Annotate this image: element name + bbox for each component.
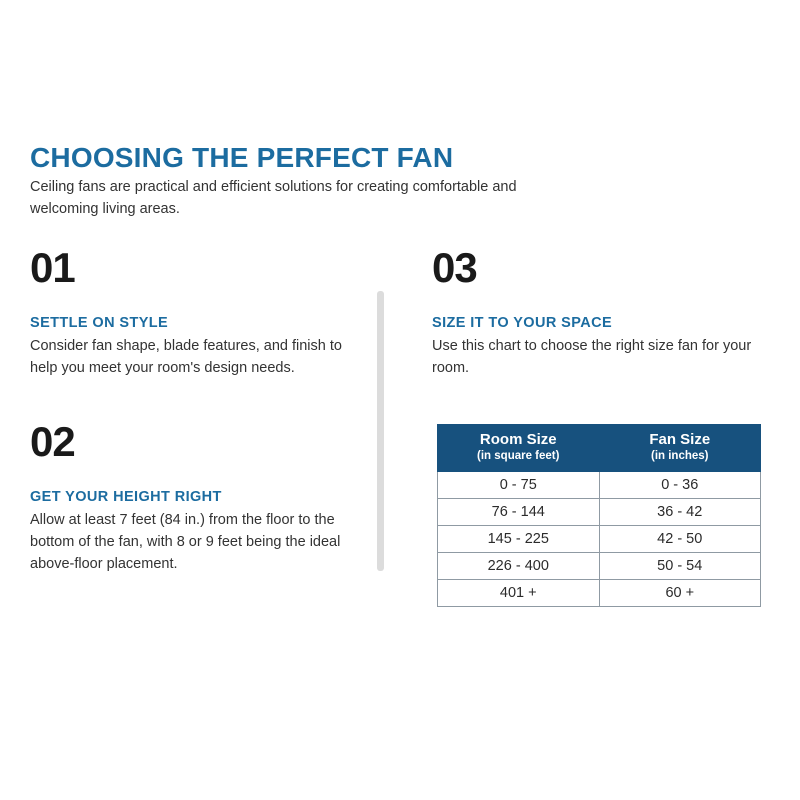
step-body-01: Consider fan shape, blade features, and finish to help you meet your room's design needs. [30,338,342,376]
cell-room-size: 226 - 400 [438,553,600,580]
column-header-room-size [438,425,600,472]
step-number-01: 01 [30,244,75,291]
table-row [438,580,761,607]
table-row [438,472,761,499]
step-body-02: Allow at least 7 feet (84 in.) from the floor to the bottom of the fan, with 8 or 9 feet being the ideal above-floor placement. [30,512,341,572]
step-heading-02: GET YOUR HEIGHT RIGHT [30,489,222,505]
column-header-fan-size-main: Fan Size [649,431,711,448]
table-row [438,553,761,580]
table-header [438,425,761,472]
page-title: CHOOSING THE PERFECT FAN [30,141,454,173]
column-header-fan-size [599,425,761,472]
table-header-row [438,425,761,472]
column-header-fan-size-sub: (in inches) [650,450,709,462]
cell-fan-size: 0 - 36 [599,472,761,499]
step-heading-01: SETTLE ON STYLE [30,315,169,331]
left-column [30,245,360,575]
column-divider [377,291,384,571]
table-body [438,472,761,607]
cell-fan-size: 50 - 54 [599,553,761,580]
step-heading-03: SIZE IT TO YOUR SPACE [432,315,613,331]
table-row [438,526,761,553]
step-number-02: 02 [30,418,75,465]
step-block-01 [30,245,360,379]
step-number-03: 03 [432,244,477,291]
cell-room-size: 145 - 225 [438,526,600,553]
cell-fan-size: 36 - 42 [599,499,761,526]
table-row [438,499,761,526]
cell-fan-size: 42 - 50 [599,526,761,553]
fan-size-table [437,424,761,607]
step-body-03: Use this chart to choose the right size fan for your room. [432,338,752,376]
cell-room-size: 0 - 75 [438,472,600,499]
cell-room-size: 76 - 144 [438,499,600,526]
page-subtitle: Ceiling fans are practical and efficient solutions for creating comfortable and welcoming living areas. [30,178,517,217]
cell-room-size: 401 + [438,580,600,607]
column-header-room-size-main: Room Size [479,431,557,448]
step-block-03 [432,245,762,379]
column-header-room-size-sub: (in square feet) [477,450,560,462]
step-block-02 [30,419,360,575]
cell-fan-size: 60 + [599,580,761,607]
right-column [432,245,762,379]
